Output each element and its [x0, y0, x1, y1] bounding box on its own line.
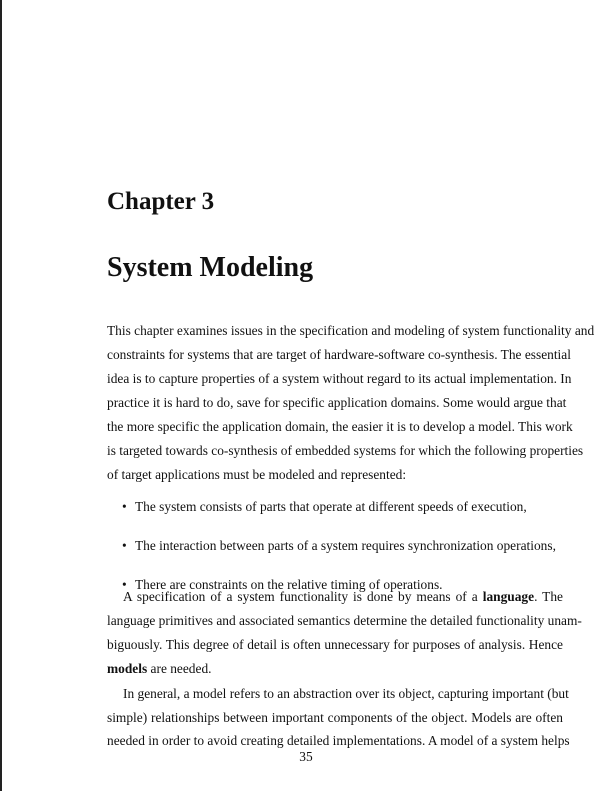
scan-edge [0, 0, 2, 791]
body-line: the more specific the application domain, the easier it is to develop a model. This work [107, 419, 573, 434]
body-line: of target applications must be modeled and represented: [107, 467, 407, 482]
bullet-icon: • [122, 538, 127, 553]
chapter-title: System Modeling [107, 252, 314, 283]
body-line: constraints for systems that are target of hardware-software co-synthesis. The essential [107, 347, 571, 362]
body-line: simple) relationships between important components of the object. Models are often [107, 710, 563, 725]
body-line: This chapter examines issues in the specification and modeling of system functionality and [107, 323, 595, 338]
bullet-item: • The interaction between parts of a system requires synchronization operations, [122, 538, 556, 553]
body-line: A specification of a system functionality is done by means of a language. The [123, 589, 563, 604]
term-models: models [107, 661, 148, 676]
body-line: In general, a model refers to an abstraction over its object, capturing important (but [123, 686, 569, 701]
term-language: language [482, 589, 535, 604]
body-line: models are needed. [107, 661, 212, 676]
body-line: practice it is hard to do, save for specific application domains. Some would argue that [107, 395, 567, 410]
body-line: biguously. This degree of detail is often unnecessary for purposes of analysis. Hence [107, 637, 563, 652]
bullet-icon: • [122, 499, 127, 514]
chapter-label: Chapter 3 [107, 188, 215, 215]
bullet-item: • There are constraints on the relative timing of operations. [122, 577, 443, 592]
body-line: language primitives and associated semantics determine the detailed functionality unam- [107, 613, 582, 628]
body-line: idea is to capture properties of a system without regard to its actual implementation. In [107, 371, 572, 386]
body-line: is targeted towards co-synthesis of embedded systems for which the following properties [107, 443, 584, 458]
bullet-item: • The system consists of parts that operate at different speeds of execution, [122, 499, 527, 514]
page-number: 35 [299, 749, 313, 764]
bullet-icon: • [122, 577, 127, 592]
body-line: needed in order to avoid creating detailed implementations. A model of a system helps [107, 733, 570, 748]
